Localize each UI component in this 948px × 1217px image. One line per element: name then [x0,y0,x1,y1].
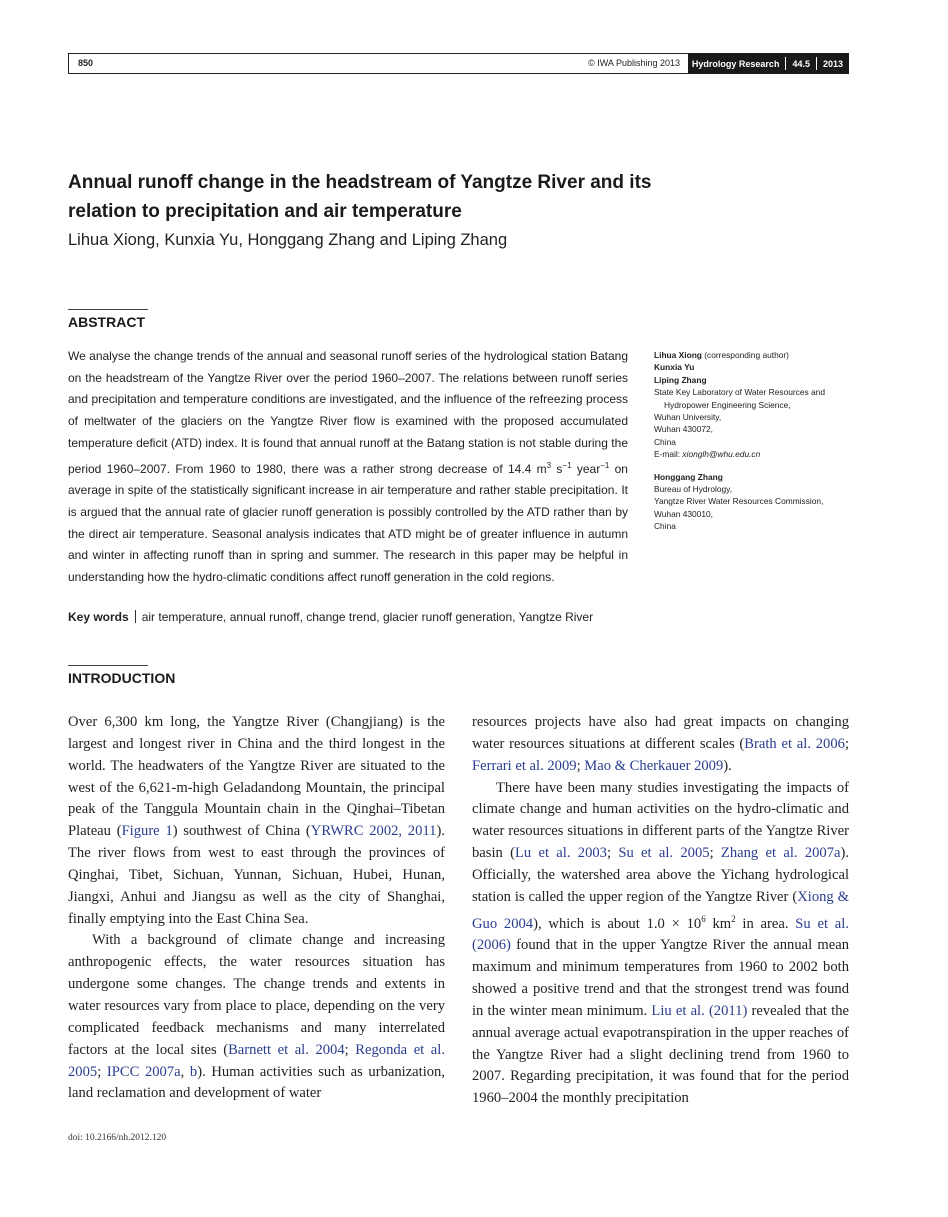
page-number: 850 [78,58,94,68]
citation-link[interactable]: Zhang et al. 2007a [720,845,841,862]
figure-link[interactable]: Figure 1 [121,823,173,840]
citation-link[interactable]: YRWRC 2002, 2011 [310,823,437,840]
keywords-list: air temperature, annual runoff, change trend, glacier runoff generation, Yangtze River [141,610,594,624]
author-affiliations: Lihua Xiong (corresponding author) Kunxia Yu Liping Zhang State Key Laboratory of Water Resources and Hydropower Engineering Science, Wuhan University, Wuhan 430072, China E-mail: xionglh@whu.edu.cn Honggang Zhang Bureau of Hydrology, Yangtze River Water Resources Commission, Wuhan 430010, China [654,349,854,533]
introduction-heading: INTRODUCTION [68,670,176,686]
affil-line: China [654,436,676,447]
keywords-label: Key words [68,610,129,624]
affil-line: Bureau of Hydrology, [654,484,733,495]
citation-link[interactable]: Liu et al. (2011) [651,1002,748,1019]
citation-link[interactable]: Su et al. 2005 [618,845,710,862]
citation-link[interactable]: Regonda et al. 2005 [68,1041,445,1080]
citation-link[interactable]: b [189,1063,198,1080]
section-rule [68,665,148,666]
affil-author-name: Honggang Zhang [654,471,723,482]
citation-link[interactable]: IPCC 2007a [106,1063,181,1080]
paragraph: Over 6,300 km long, the Yangtze River (Changjiang) is the largest and longest river in China and the third longest in the world. The headwaters of the Yangtze River are situated to the west of the 6,621-m-high Geladandong Mountain, the principal peak of the Tanggula Mountain chain in the Qinghai–Tibetan Plateau (Figure 1) southwest of China (YRWRC 2002, 2011). The river flows from west to east through the provinces of Qinghai, Tibet, Sichuan, Yunnan, Sichuan, Hubei, Hunan, Jiangxi, Anhui and Jiangsu as well as the city of Shanghai, finally emptying into the East China Sea. [68,714,445,927]
paragraph: resources projects have also had great impacts on changing water resources situations at different scales (Brath et al. 2006; Ferrari et al. 2009; Mao & Cherkauer 2009). [472,714,849,774]
affil-line: China [654,521,676,532]
affil-author-name: Kunxia Yu [654,362,695,373]
email-address: xionglh@whu.edu.cn [682,449,761,460]
author-list: Lihua Xiong, Kunxia Yu, Honggang Zhang and Liping Zhang [68,231,508,249]
keywords [68,610,648,624]
running-header [68,53,849,74]
affil-line: Wuhan University, [654,412,722,423]
citation-link[interactable]: Xiong & Guo 2004 [472,888,850,932]
citation-link[interactable]: Mao & Cherkauer 2009 [584,757,724,774]
abstract-heading: ABSTRACT [68,314,145,330]
journal-year: 2013 [822,58,843,69]
keywords-divider [135,610,136,623]
publisher-credit: © IWA Publishing 2013 [588,58,680,68]
body-column-right [472,712,849,1110]
journal-band [688,53,849,74]
affil-email: E-mail: xionglh@whu.edu.cn [654,449,761,460]
doi: doi: 10.2166/nh.2012.120 [68,1133,167,1143]
section-rule [68,309,148,310]
paper-title: Annual runoff change in the headstream of Yangtze River and its relation to precipitation and air temperature [68,172,652,222]
citation-link[interactable]: Lu et al. 2003 [514,845,607,862]
band-divider [816,57,817,70]
journal-name: Hydrology Research [691,58,780,69]
citation-link[interactable]: Barnett et al. 2004 [228,1041,345,1058]
affil-author-name: Liping Zhang [654,374,707,385]
affil-line: Hydropower Engineering Science, [664,399,791,410]
affil-line: Wuhan 430072, [654,424,713,435]
paragraph: There have been many studies investigating the impacts of climate change and human activities on the hydro-climatic and water resources situations in different parts of the Yangtze River basin (Lu et al. 2003; Su et al. 2005; Zhang et al. 2007a). Officially, the watershed area above the Yichang hydrological station is called the upper region of the Yangtze River (Xiong & Guo 2004), which is about $1.0 \times 10^6$ $km^2$ in area. Su et al. (2006) found that in the upper Yangtze River the annual mean maximum and minimum temperatures from 1960 to 2002 both showed a positive trend and that the strongest trend was found in the winter mean minimum. Liu et al. (2011) revealed that the annual average actual evapotranspiration in the upper reaches of the Yangtze River had a slight declining trend from 1960 to 2007. Regarding precipitation, it was found that for the period 1960–2004 the monthly precipitation [472,779,850,1107]
paragraph: With a background of climate change and increasing anthropogenic effects, the water resources situation has undergone some changes. The change trends and extents in water resources vary from place to place, depending on the very complicated feedback mechanisms and many interrelated factors at the local sites (Barnett et al. 2004; Regonda et al. 2005; IPCC 2007a, b). Human activities such as urbanization, land reclamation and development of water [68,932,446,1102]
affil-author-name: Lihua Xiong [654,350,702,360]
citation-link[interactable]: Su et al. (2006) [472,915,849,954]
volume-issue: 44.5 [792,58,810,69]
body-column-left [68,712,445,1105]
abstract-text: We analyse the change trends of the annual and seasonal runoff series of the hydrological station Batang on the headstream of the Yangtze River over the period 1960–2007. The relations between runoff series and precipitation and temperature conditions are investigated, and the influence of the refreezing process of meltwater of the glaciers on the Yangtze River flow is examined with the proposed accumulated temperature deficit (ATD) index. It is found that annual runoff at the Batang station is not stable during the period 1960–2007. From 1960 to 1980, there was a rather strong decrease of 14.4 $m^3$ $s^{-1}$ year$^{-1}$ on average in spite of the statistically significant increase in air temperature and rather stable precipitation. It is argued that the annual rate of glacier runoff generation is possibly controlled by the ATD rather than by the direct air temperature. Seasonal analysis indicates that ATD might be of greater influence in autumn and winter in affecting runoff than in spring and summer. The research in this paper may be helpful in understanding how the hydro-climatic conditions affect runoff generation in the cold regions. [68,349,628,585]
affil-line: State Key Laboratory of Water Resources and [654,387,825,398]
citation-link[interactable]: Ferrari et al. 2009 [472,757,577,774]
affil-line: Yangtze River Water Resources Commission, [654,496,824,507]
affil-line: Wuhan 430010, [654,508,713,519]
citation-link[interactable]: Brath et al. 2006 [744,735,845,752]
band-divider [785,57,786,70]
